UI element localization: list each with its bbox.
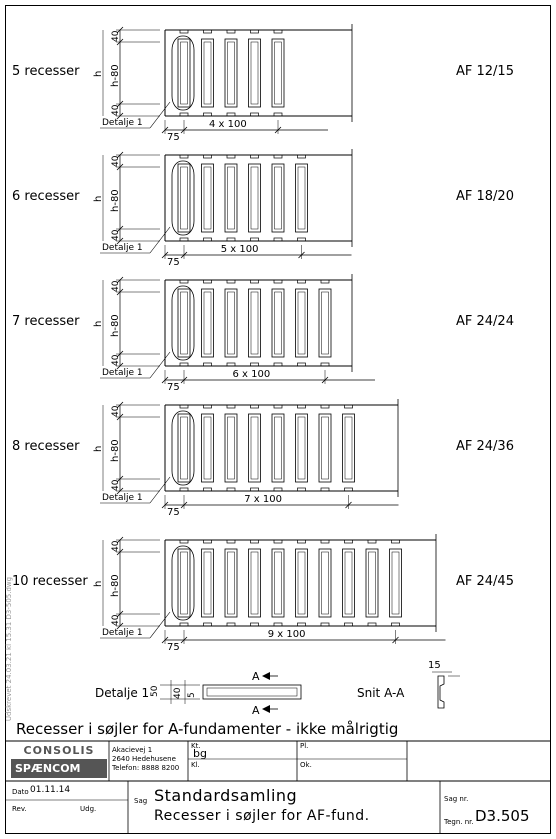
udg-label: Udg. [80,805,97,813]
recess-slot [343,414,355,482]
recess-slot-inner [251,42,258,104]
dim-bottom-40: 40 [111,354,121,366]
recess-slot [272,549,284,617]
recess-slot-inner [228,42,235,104]
detail-dim-50: 50 [150,685,160,697]
recess-slot [272,164,284,232]
recess-slot [225,164,237,232]
recess-slot [319,414,331,482]
recess-slot [249,414,261,482]
detail-1-callout-outline [172,286,194,360]
side-print-note: Udskrevet 24.03.21 kl 15.31 D3-505.dwg [5,576,13,722]
dim-spacing: 5 x 100 [220,244,259,255]
recess-slot [296,549,308,617]
recess-slot-inner [345,552,352,614]
recess-slot-inner [228,552,235,614]
dim-top-40: 40 [111,540,121,552]
logo-spaencom-text: SPÆNCOM [11,759,107,778]
recess-slot [202,39,214,107]
recess-slot-inner [275,417,282,479]
detail-leader [150,102,170,128]
dim-top-40: 40 [111,30,121,42]
recess-slot-inner [322,292,329,354]
recess-slot-inner [275,552,282,614]
detail-leader [150,612,170,638]
recess-slot-inner [275,167,282,229]
recess-slot-inner [251,417,258,479]
arrow-a-top-label: A [252,670,260,683]
recess-slot-inner [204,292,211,354]
detail-1-callout-outline [172,161,194,235]
recess-slot [178,164,190,232]
phone-line: Telefon: 8888 8200 [112,764,180,772]
dim-start-75: 75 [167,642,180,653]
detail-leader [150,352,170,378]
recess-slot-inner [204,417,211,479]
recess-slot [390,549,402,617]
dim-h-minus-80: h-80 [110,64,121,87]
row-detail-1-callout: Detalje 1 [102,628,143,638]
dim-h: h [93,580,104,587]
kt-value: bg [193,747,207,760]
dim-h: h [93,320,104,327]
sub-title: Recesser i søjler for AF-fund. [154,808,370,824]
recess-slot-inner [181,552,188,614]
dim-start-75: 75 [167,382,180,393]
row-detail-1-callout: Detalje 1 [102,493,143,503]
recess-slot [202,414,214,482]
recess-slot [225,289,237,357]
recess-slot-inner [251,552,258,614]
dim-bottom-40: 40 [111,104,121,116]
recess-slot [343,549,355,617]
recess-slot [225,39,237,107]
dim-h-minus-80: h-80 [110,314,121,337]
row-af-type: AF 24/24 [456,314,514,329]
pl-label: Pl. [300,742,309,750]
recess-slot [178,289,190,357]
row-af-type: AF 24/36 [456,439,514,454]
company-logo [11,744,107,778]
recess-slot-inner [204,167,211,229]
dim-top-40: 40 [111,280,121,292]
recess-slot [272,39,284,107]
recess-slot-inner [345,417,352,479]
recess-slot [296,414,308,482]
dim-top-40: 40 [111,155,121,167]
recess-slot-inner [181,167,188,229]
recess-slot [296,289,308,357]
recess-slot [178,39,190,107]
recess-slot-inner [181,42,188,104]
recess-slot-inner [181,417,188,479]
dato-label: Dato [12,788,29,796]
row-recess-count: 10 recesser [12,574,88,589]
recess-slot [319,289,331,357]
recess-slot-inner [204,42,211,104]
dim-start-75: 75 [167,257,180,268]
row-af-type: AF 18/20 [456,189,514,204]
recess-slot-inner [251,167,258,229]
dim-bottom-40: 40 [111,229,121,241]
detail-1-callout-outline [172,36,194,110]
recess-slot-inner [228,292,235,354]
recess-slot-inner [251,292,258,354]
dim-h: h [93,445,104,452]
recess-slot [225,549,237,617]
detail-dim-40: 40 [173,687,183,699]
detail-leader [150,477,170,503]
recess-slot [249,289,261,357]
sag-nr-label: Sag nr. [444,795,469,803]
address-line-2: 2640 Hedehusene [112,755,176,763]
recess-slot [202,289,214,357]
arrow-a-bottom-label: A [252,704,260,717]
recess-slot [202,549,214,617]
detail-dim-5: 5 [187,692,197,698]
dim-h-minus-80: h-80 [110,574,121,597]
row-recess-count: 6 recesser [12,189,80,204]
recess-slot [249,39,261,107]
row-recess-count: 7 recesser [12,314,80,329]
drawing-title-note: Recesser i søjler for A-fundamenter - ikke målrigtig [16,720,399,738]
dim-bottom-40: 40 [111,614,121,626]
recess-slot-inner [275,292,282,354]
dato-value: 01.11.14 [30,785,71,795]
dim-spacing: 6 x 100 [232,369,271,380]
recess-slot [272,414,284,482]
recess-slot-inner [298,292,305,354]
section-a-a-label: Snit A-A [357,686,405,700]
recess-slot [249,549,261,617]
row-recess-count: 8 recesser [12,439,80,454]
recess-slot-inner [322,552,329,614]
detail-1-label: Detalje 1 [95,686,150,700]
recess-slot [178,549,190,617]
recess-slot [225,414,237,482]
detail-1-recess-inner [207,688,297,696]
sag-label: Sag [134,797,148,805]
detail-1-callout-outline [172,411,194,485]
recess-slot-inner [228,167,235,229]
tegn-nr-value: D3.505 [475,807,530,825]
address-line-1: Akacievej 1 [112,746,153,754]
recess-slot [202,164,214,232]
section-arrow-top [262,672,270,680]
rev-label: Rev. [12,805,27,813]
recess-slot [319,549,331,617]
row-detail-1-callout: Detalje 1 [102,243,143,253]
row-recess-count: 5 recesser [12,64,80,79]
recess-slot-inner [228,417,235,479]
recess-slot [249,164,261,232]
row-detail-1-callout: Detalje 1 [102,118,143,128]
dim-start-75: 75 [167,507,180,518]
row-af-type: AF 24/45 [456,574,514,589]
main-title: Standardsamling [154,786,298,805]
recess-slot-inner [181,292,188,354]
dim-spacing: 9 x 100 [267,629,306,640]
dim-spacing: 4 x 100 [209,119,247,130]
dim-bottom-40: 40 [111,479,121,491]
recess-slot-inner [298,552,305,614]
section-dim-15: 15 [428,660,441,671]
recess-slot [366,549,378,617]
dim-start-75: 75 [167,132,180,143]
dim-h-minus-80: h-80 [110,439,121,462]
detail-1-callout-outline [172,546,194,620]
recess-slot-inner [322,417,329,479]
detail-1-recess-outline [203,685,301,699]
kl-label: Kl. [191,761,200,769]
dim-spacing: 7 x 100 [244,494,282,505]
recess-slot-inner [204,552,211,614]
recess-slot-inner [275,42,282,104]
ok-label: Ok. [300,761,312,769]
logo-consolis-text: CONSOLIS [23,744,95,757]
recess-slot-inner [298,417,305,479]
row-detail-1-callout: Detalje 1 [102,368,143,378]
recess-slot [272,289,284,357]
dim-h: h [93,195,104,202]
detail-leader [150,227,170,253]
section-arrow-bottom [262,705,270,713]
kt-label: Kt. [191,742,201,750]
recess-slot [296,164,308,232]
dim-h-minus-80: h-80 [110,189,121,212]
tegn-nr-label: Tegn. nr. [444,818,474,826]
recess-slot-inner [392,552,399,614]
recess-slot [178,414,190,482]
dim-top-40: 40 [111,405,121,417]
dim-h: h [93,70,104,77]
recess-slot-inner [298,167,305,229]
section-a-a-profile [438,676,444,708]
recess-slot-inner [369,552,376,614]
row-af-type: AF 12/15 [456,64,514,79]
